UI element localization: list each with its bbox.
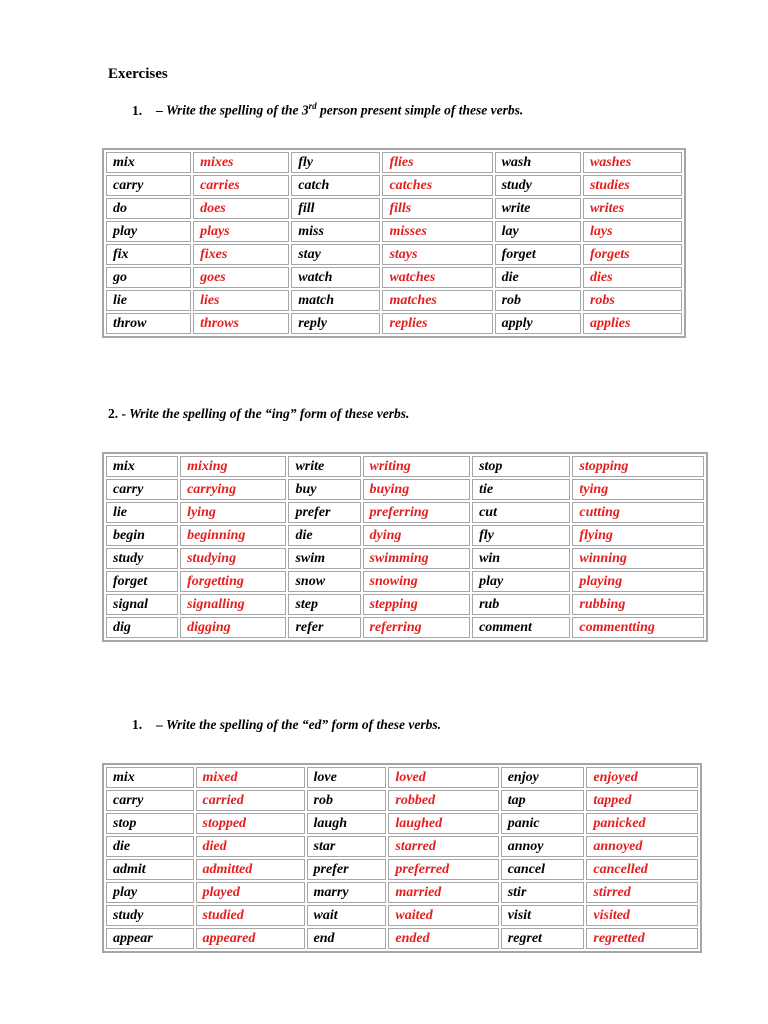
verb-cell: wait	[307, 905, 387, 926]
answer-cell: writing	[363, 456, 471, 477]
exercise-1-number: 1.	[132, 102, 143, 118]
verb-cell: stop	[106, 813, 194, 834]
verb-cell: lie	[106, 290, 191, 311]
answer-cell: dying	[363, 525, 471, 546]
answer-cell: carried	[196, 790, 305, 811]
answer-cell: studied	[196, 905, 305, 926]
exercise-1-instruction	[132, 101, 523, 119]
verb-cell: play	[472, 571, 570, 592]
answer-cell: washes	[583, 152, 682, 173]
answer-cell: carrying	[180, 479, 286, 500]
table-row	[106, 313, 682, 334]
verb-cell: go	[106, 267, 191, 288]
answer-cell: winning	[572, 548, 704, 569]
verb-cell: mix	[106, 152, 191, 173]
answer-cell: preferred	[388, 859, 498, 880]
answer-cell: stepping	[363, 594, 471, 615]
verb-cell: fly	[291, 152, 380, 173]
table-row	[106, 905, 698, 926]
verb-cell: cancel	[501, 859, 585, 880]
exercise-3-text: – Write the spelling of the “ed” form of these verbs.	[156, 717, 441, 732]
answer-cell: married	[388, 882, 498, 903]
verb-cell: die	[106, 836, 194, 857]
exercise-3-table	[102, 763, 702, 953]
answer-cell: referring	[363, 617, 471, 638]
answer-cell: replies	[382, 313, 492, 334]
answer-cell: playing	[572, 571, 704, 592]
answer-cell: fixes	[193, 244, 289, 265]
verb-cell: match	[291, 290, 380, 311]
table-row	[106, 594, 704, 615]
answer-cell: swimming	[363, 548, 471, 569]
table-row	[106, 175, 682, 196]
verb-cell: do	[106, 198, 191, 219]
verb-cell: tap	[501, 790, 585, 811]
answer-cell: fills	[382, 198, 492, 219]
answer-cell: tying	[572, 479, 704, 500]
answer-cell: loved	[388, 767, 498, 788]
verb-cell: catch	[291, 175, 380, 196]
answer-cell: commentting	[572, 617, 704, 638]
verb-cell: lie	[106, 502, 178, 523]
answer-cell: admitted	[196, 859, 305, 880]
verb-cell: wash	[495, 152, 581, 173]
verb-cell: prefer	[288, 502, 360, 523]
answer-cell: died	[196, 836, 305, 857]
answer-cell: lying	[180, 502, 286, 523]
table-row	[106, 456, 704, 477]
verb-cell: begin	[106, 525, 178, 546]
answer-cell: misses	[382, 221, 492, 242]
verb-cell: miss	[291, 221, 380, 242]
verb-cell: study	[106, 548, 178, 569]
verb-cell: forget	[106, 571, 178, 592]
exercise-1-superscript: rd	[308, 101, 317, 111]
verb-cell: stir	[501, 882, 585, 903]
verb-cell: cut	[472, 502, 570, 523]
answer-cell: stays	[382, 244, 492, 265]
answer-cell: mixing	[180, 456, 286, 477]
verb-cell: carry	[106, 790, 194, 811]
answer-cell: appeared	[196, 928, 305, 949]
verb-cell: fill	[291, 198, 380, 219]
answer-cell: throws	[193, 313, 289, 334]
answer-cell: visited	[586, 905, 698, 926]
answer-cell: regretted	[586, 928, 698, 949]
verb-cell: carry	[106, 479, 178, 500]
table-row	[106, 244, 682, 265]
exercise-1-table	[102, 148, 686, 338]
answer-cell: flies	[382, 152, 492, 173]
verb-cell: mix	[106, 456, 178, 477]
answer-cell: played	[196, 882, 305, 903]
answer-cell: mixed	[196, 767, 305, 788]
answer-cell: flying	[572, 525, 704, 546]
verb-cell: die	[495, 267, 581, 288]
verb-cell: win	[472, 548, 570, 569]
answer-cell: matches	[382, 290, 492, 311]
table-row	[106, 290, 682, 311]
answer-cell: carries	[193, 175, 289, 196]
table-row	[106, 267, 682, 288]
answer-cell: stopped	[196, 813, 305, 834]
verb-cell: buy	[288, 479, 360, 500]
table-row	[106, 617, 704, 638]
verb-cell: step	[288, 594, 360, 615]
table-row	[106, 928, 698, 949]
exercise-3-instruction	[132, 717, 441, 733]
verb-cell: prefer	[307, 859, 387, 880]
table-row	[106, 859, 698, 880]
verb-cell: study	[495, 175, 581, 196]
verb-cell: die	[288, 525, 360, 546]
exercise-1-text-post: person present simple of these verbs.	[316, 102, 524, 118]
verb-cell: lay	[495, 221, 581, 242]
answer-cell: studies	[583, 175, 682, 196]
answer-cell: laughed	[388, 813, 498, 834]
answer-cell: writes	[583, 198, 682, 219]
verb-cell: play	[106, 221, 191, 242]
verb-cell: stay	[291, 244, 380, 265]
answer-cell: waited	[388, 905, 498, 926]
answer-cell: enjoyed	[586, 767, 698, 788]
answer-cell: lies	[193, 290, 289, 311]
verb-cell: mix	[106, 767, 194, 788]
answer-cell: watches	[382, 267, 492, 288]
exercise-1-text-pre: – Write the spelling of the 3	[156, 102, 309, 118]
answer-cell: goes	[193, 267, 289, 288]
verb-cell: refer	[288, 617, 360, 638]
verb-cell: appear	[106, 928, 194, 949]
answer-cell: buying	[363, 479, 471, 500]
verb-cell: apply	[495, 313, 581, 334]
answer-cell: plays	[193, 221, 289, 242]
answer-cell: panicked	[586, 813, 698, 834]
exercise-3-number: 1.	[132, 717, 143, 732]
table-row	[106, 836, 698, 857]
verb-cell: laugh	[307, 813, 387, 834]
verb-cell: write	[495, 198, 581, 219]
verb-cell: play	[106, 882, 194, 903]
table-row	[106, 790, 698, 811]
table-row	[106, 479, 704, 500]
verb-cell: reply	[291, 313, 380, 334]
verb-cell: throw	[106, 313, 191, 334]
verb-cell: rub	[472, 594, 570, 615]
verb-cell: love	[307, 767, 387, 788]
verb-cell: swim	[288, 548, 360, 569]
table-row	[106, 548, 704, 569]
exercise-2-text: Write the spelling of the “ing” form of these verbs.	[126, 406, 410, 421]
verb-cell: fix	[106, 244, 191, 265]
verb-cell: rob	[307, 790, 387, 811]
exercise-2-number: 2. -	[108, 406, 126, 421]
verb-cell: panic	[501, 813, 585, 834]
answer-cell: forgets	[583, 244, 682, 265]
answer-cell: studying	[180, 548, 286, 569]
table-row	[106, 502, 704, 523]
answer-cell: catches	[382, 175, 492, 196]
table-row	[106, 221, 682, 242]
verb-cell: visit	[501, 905, 585, 926]
page-title: Exercises	[108, 66, 168, 82]
answer-cell: preferring	[363, 502, 471, 523]
answer-cell: annoyed	[586, 836, 698, 857]
verb-cell: regret	[501, 928, 585, 949]
verb-cell: signal	[106, 594, 178, 615]
answer-cell: starred	[388, 836, 498, 857]
verb-cell: stop	[472, 456, 570, 477]
answer-cell: snowing	[363, 571, 471, 592]
answer-cell: stopping	[572, 456, 704, 477]
verb-cell: tie	[472, 479, 570, 500]
answer-cell: stirred	[586, 882, 698, 903]
answer-cell: signalling	[180, 594, 286, 615]
answer-cell: robbed	[388, 790, 498, 811]
answer-cell: does	[193, 198, 289, 219]
verb-cell: carry	[106, 175, 191, 196]
verb-cell: enjoy	[501, 767, 585, 788]
answer-cell: cutting	[572, 502, 704, 523]
table-row	[106, 571, 704, 592]
verb-cell: admit	[106, 859, 194, 880]
table-row	[106, 813, 698, 834]
verb-cell: end	[307, 928, 387, 949]
answer-cell: rubbing	[572, 594, 704, 615]
answer-cell: lays	[583, 221, 682, 242]
answer-cell: beginning	[180, 525, 286, 546]
answer-cell: cancelled	[586, 859, 698, 880]
verb-cell: forget	[495, 244, 581, 265]
exercise-2-instruction	[108, 406, 409, 422]
verb-cell: marry	[307, 882, 387, 903]
answer-cell: applies	[583, 313, 682, 334]
verb-cell: star	[307, 836, 387, 857]
verb-cell: dig	[106, 617, 178, 638]
answer-cell: robs	[583, 290, 682, 311]
verb-cell: study	[106, 905, 194, 926]
verb-cell: snow	[288, 571, 360, 592]
answer-cell: mixes	[193, 152, 289, 173]
answer-cell: digging	[180, 617, 286, 638]
table-row	[106, 198, 682, 219]
answer-cell: tapped	[586, 790, 698, 811]
table-row	[106, 767, 698, 788]
verb-cell: annoy	[501, 836, 585, 857]
answer-cell: dies	[583, 267, 682, 288]
table-row	[106, 152, 682, 173]
table-row	[106, 882, 698, 903]
answer-cell: ended	[388, 928, 498, 949]
verb-cell: rob	[495, 290, 581, 311]
table-row	[106, 525, 704, 546]
verb-cell: fly	[472, 525, 570, 546]
verb-cell: comment	[472, 617, 570, 638]
verb-cell: watch	[291, 267, 380, 288]
exercise-2-table	[102, 452, 708, 642]
answer-cell: forgetting	[180, 571, 286, 592]
verb-cell: write	[288, 456, 360, 477]
